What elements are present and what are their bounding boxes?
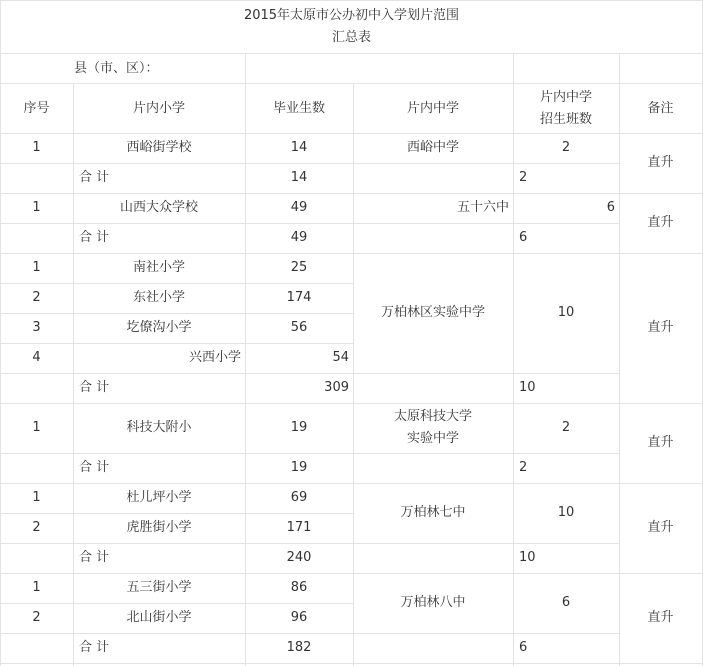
header-note: 备注 <box>647 100 674 116</box>
row-seq: 1 <box>32 580 41 595</box>
total-graduates: 309 <box>324 380 349 395</box>
total-classes: 2 <box>519 460 528 475</box>
header-seq: 序号 <box>23 100 50 116</box>
middle-school-name-line: 西峪中学 <box>406 140 459 155</box>
header-graduates: 毕业生数 <box>272 100 325 116</box>
note-direct-promotion: 直升 <box>647 320 674 335</box>
row-seq: 3 <box>32 320 41 335</box>
primary-school-name: 圪僚沟小学 <box>126 320 192 335</box>
page-title <box>0 4 703 50</box>
row-seq: 4 <box>32 350 41 365</box>
class-count: 10 <box>557 305 575 320</box>
graduate-count: 25 <box>290 260 308 275</box>
middle-school-name <box>353 253 513 373</box>
primary-school-name: 兴西小学 <box>188 350 241 365</box>
primary-school-name: 北山街小学 <box>126 610 192 625</box>
middle-school-name <box>353 483 513 543</box>
header-class-count-line-2: 招生班数 <box>539 111 592 127</box>
primary-school-name: 西峪街学校 <box>126 140 192 155</box>
graduate-count: 56 <box>290 320 308 335</box>
total-graduates: 19 <box>290 460 308 475</box>
middle-school-name <box>353 403 513 453</box>
total-graduates: 182 <box>286 640 312 655</box>
middle-school-name <box>353 133 513 163</box>
class-count: 6 <box>606 200 615 215</box>
primary-school-name: 山西大众学校 <box>119 200 198 215</box>
row-seq: 2 <box>32 520 41 535</box>
note-direct-promotion: 直升 <box>647 155 674 170</box>
middle-school-name-line: 万柏林七中 <box>400 505 466 520</box>
graduate-count: 171 <box>286 520 312 535</box>
row-seq: 1 <box>32 140 41 155</box>
class-count: 2 <box>561 420 571 435</box>
total-classes: 10 <box>519 550 536 565</box>
total-label: 合 计 <box>79 380 110 395</box>
primary-school-name: 科技大附小 <box>126 420 192 435</box>
county-label: 县（市、区）： <box>74 60 159 76</box>
total-graduates: 14 <box>290 170 308 185</box>
graduate-count: 69 <box>290 490 308 505</box>
middle-school-name-line: 万柏林区实验中学 <box>380 305 485 320</box>
primary-school-name: 虎胜街小学 <box>126 520 192 535</box>
note-direct-promotion: 直升 <box>647 215 674 230</box>
graduate-count: 49 <box>290 200 308 215</box>
grid-line <box>0 663 703 664</box>
graduate-count: 96 <box>290 610 308 625</box>
total-label: 合 计 <box>79 230 110 245</box>
graduate-count: 86 <box>290 580 308 595</box>
graduate-count: 174 <box>286 290 312 305</box>
class-count: 6 <box>561 595 571 610</box>
header-class-count-line-1: 片内中学 <box>539 89 592 105</box>
note-direct-promotion: 直升 <box>647 435 674 450</box>
total-classes: 6 <box>519 640 528 655</box>
grid-line <box>0 513 353 514</box>
title-line-2: 汇总表 <box>331 30 371 45</box>
row-seq: 1 <box>32 200 41 215</box>
grid-line <box>0 283 353 284</box>
grid-line <box>0 0 703 1</box>
primary-school-name: 杜儿坪小学 <box>126 490 192 505</box>
primary-school-name: 五三街小学 <box>126 580 192 595</box>
note-direct-promotion: 直升 <box>647 520 674 535</box>
header-middle-school: 片内中学 <box>406 100 459 116</box>
primary-school-name: 南社小学 <box>132 260 185 275</box>
total-label: 合 计 <box>79 170 110 185</box>
middle-school-name-line: 太原科技大学 <box>393 409 472 424</box>
row-seq: 2 <box>32 290 41 305</box>
grid-line <box>0 343 353 344</box>
middle-school-name <box>353 573 513 633</box>
middle-school-name-line: 万柏林八中 <box>400 595 466 610</box>
class-count: 10 <box>557 505 575 520</box>
total-graduates: 240 <box>286 550 312 565</box>
header-class-count <box>513 84 619 133</box>
total-classes: 2 <box>519 170 528 185</box>
note-direct-promotion: 直升 <box>647 610 674 625</box>
graduate-count: 54 <box>332 350 349 365</box>
class-count: 2 <box>561 140 571 155</box>
row-seq: 2 <box>32 610 41 625</box>
title-line-1: 2015年太原市公办初中入学划片范围 <box>243 8 460 23</box>
total-classes: 6 <box>519 230 528 245</box>
total-graduates: 49 <box>290 230 308 245</box>
graduate-count: 14 <box>290 140 308 155</box>
graduate-count: 19 <box>290 420 308 435</box>
middle-school-name-line: 实验中学 <box>406 431 459 446</box>
row-seq: 1 <box>32 490 41 505</box>
total-label: 合 计 <box>79 640 110 655</box>
total-label: 合 计 <box>79 460 110 475</box>
primary-school-name: 东社小学 <box>132 290 185 305</box>
middle-school-name <box>353 193 513 223</box>
total-classes: 10 <box>519 380 536 395</box>
header-primary-school: 片内小学 <box>132 100 185 116</box>
grid-line <box>0 603 353 604</box>
row-seq: 1 <box>32 420 41 435</box>
row-seq: 1 <box>32 260 41 275</box>
total-label: 合 计 <box>79 550 110 565</box>
grid-line <box>0 313 353 314</box>
middle-school-name-line: 五十六中 <box>456 200 509 215</box>
